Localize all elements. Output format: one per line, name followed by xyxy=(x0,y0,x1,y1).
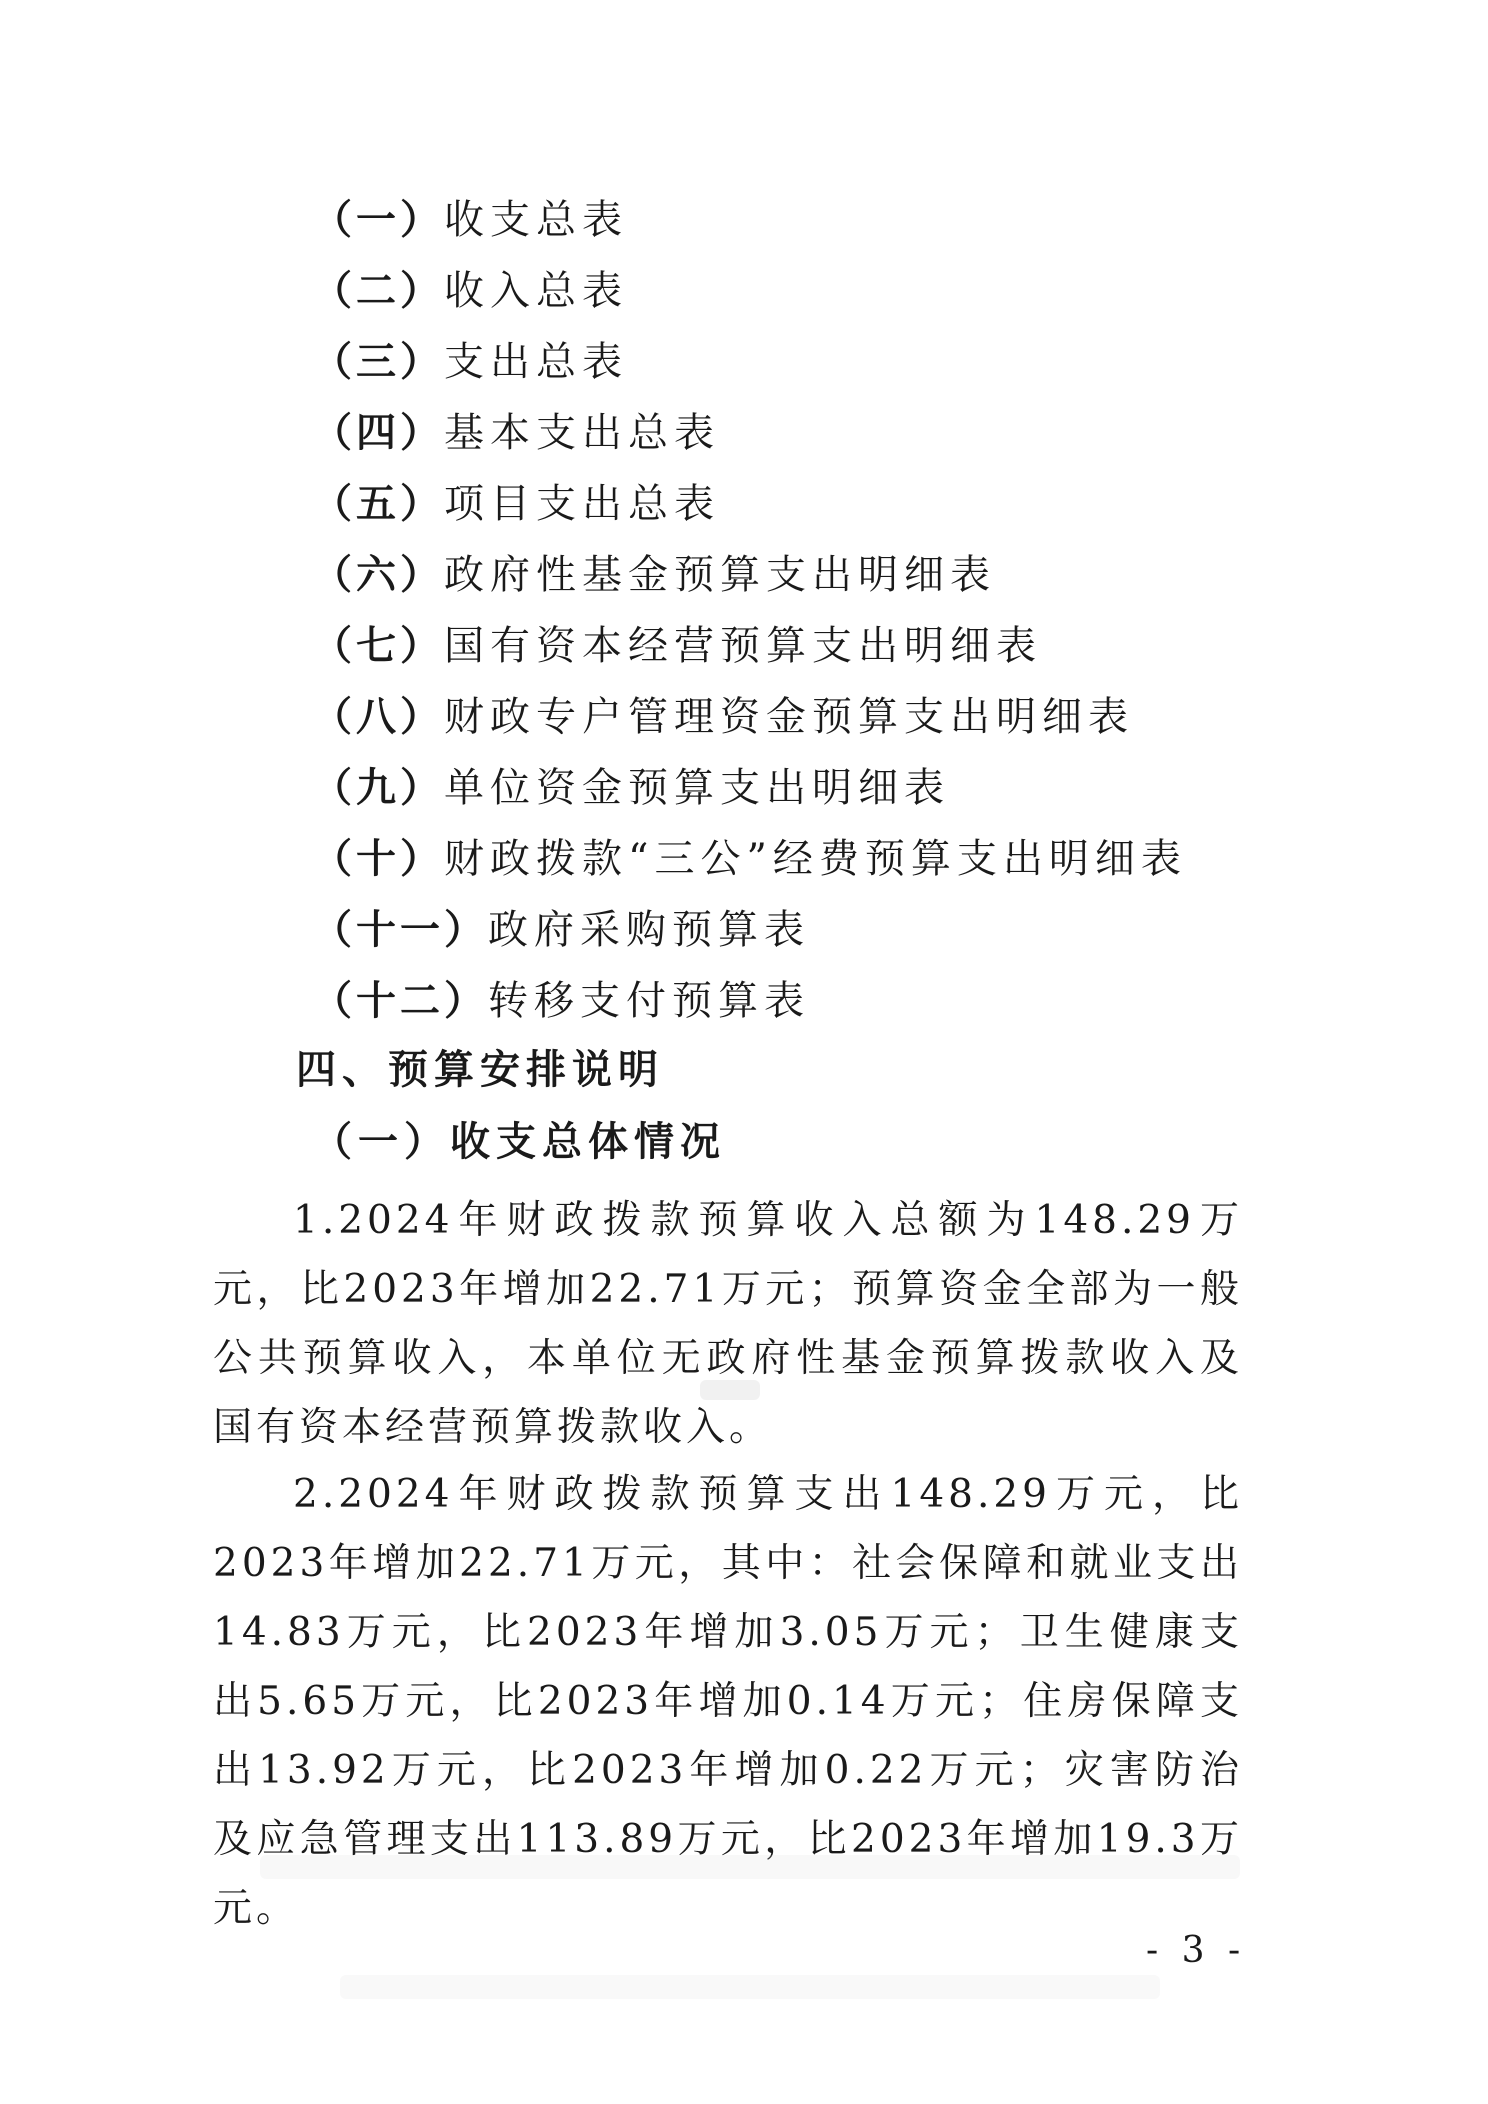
list-item-title: 国有资本经营预算支出明细表 xyxy=(444,623,1042,669)
page-number: - 3 - xyxy=(1146,1930,1247,1971)
list-item-title: 财政拨款“三公”经费预算支出明细表 xyxy=(444,836,1187,882)
list-item-title: 基本支出总表 xyxy=(444,410,720,456)
paragraph-revenue: 1.2024年财政拨款预算收入总额为148.29万元，比2023年增加22.71万元；预算资金全部为一般公共预算收入，本单位无政府性基金预算拨款收入及国有资本经营预算拨款收入。 xyxy=(213,1198,1243,1450)
list-item-number: （十） xyxy=(312,836,444,882)
list-item-title: 财政专户管理资金预算支出明细表 xyxy=(444,694,1134,740)
list-item-number: （四） xyxy=(312,410,444,456)
list-item-title: 项目支出总表 xyxy=(444,481,720,527)
list-item-number: （十一） xyxy=(312,907,488,953)
list-item-title: 收支总表 xyxy=(444,197,628,243)
list-item-title: 收入总表 xyxy=(444,268,628,314)
list-item xyxy=(312,469,1187,540)
scan-bleed-through xyxy=(260,1855,1240,1879)
paragraph-expenditure: 2.2024年财政拨款预算支出148.29万元，比2023年增加22.71万元，其中：社会保障和就业支出14.83万元，比2023年增加3.05万元；卫生健康支出5.65万元，比2023年增加0.14万元；住房保障支出13.92万元，比2023年增加0.22万元；灾害防治及应急管理支出113.89万元，比2023年增加19.3万元。 xyxy=(213,1472,1243,1931)
list-item-number: （二） xyxy=(312,268,444,314)
list-item-title: 支出总表 xyxy=(444,339,628,385)
list-item xyxy=(312,966,1187,1037)
list-item-title: 转移支付预算表 xyxy=(488,978,810,1024)
section-heading: 四、预算安排说明 xyxy=(296,1047,664,1093)
list-item-number: （八） xyxy=(312,694,444,740)
list-item xyxy=(312,895,1187,966)
list-item xyxy=(312,398,1187,469)
list-item-number: （十二） xyxy=(312,978,488,1024)
list-item xyxy=(312,256,1187,327)
attachment-list xyxy=(312,185,1187,1037)
list-item-number: （三） xyxy=(312,339,444,385)
scan-bleed-through xyxy=(340,1975,1160,1999)
list-item xyxy=(312,185,1187,256)
list-item-title: 政府采购预算表 xyxy=(488,907,810,953)
list-item-number: （九） xyxy=(312,765,444,811)
list-item-number: （六） xyxy=(312,552,444,598)
list-item xyxy=(312,824,1187,895)
list-item xyxy=(312,611,1187,682)
list-item-number: （一） xyxy=(312,197,444,243)
list-item xyxy=(312,327,1187,398)
scan-smudge xyxy=(700,1380,760,1400)
list-item xyxy=(312,540,1187,611)
list-item-number: （五） xyxy=(312,481,444,527)
list-item xyxy=(312,682,1187,753)
list-item-title: 单位资金预算支出明细表 xyxy=(444,765,950,811)
list-item-number: （七） xyxy=(312,623,444,669)
list-item-title: 政府性基金预算支出明细表 xyxy=(444,552,996,598)
subsection-heading: （一）收支总体情况 xyxy=(312,1119,726,1165)
list-item xyxy=(312,753,1187,824)
